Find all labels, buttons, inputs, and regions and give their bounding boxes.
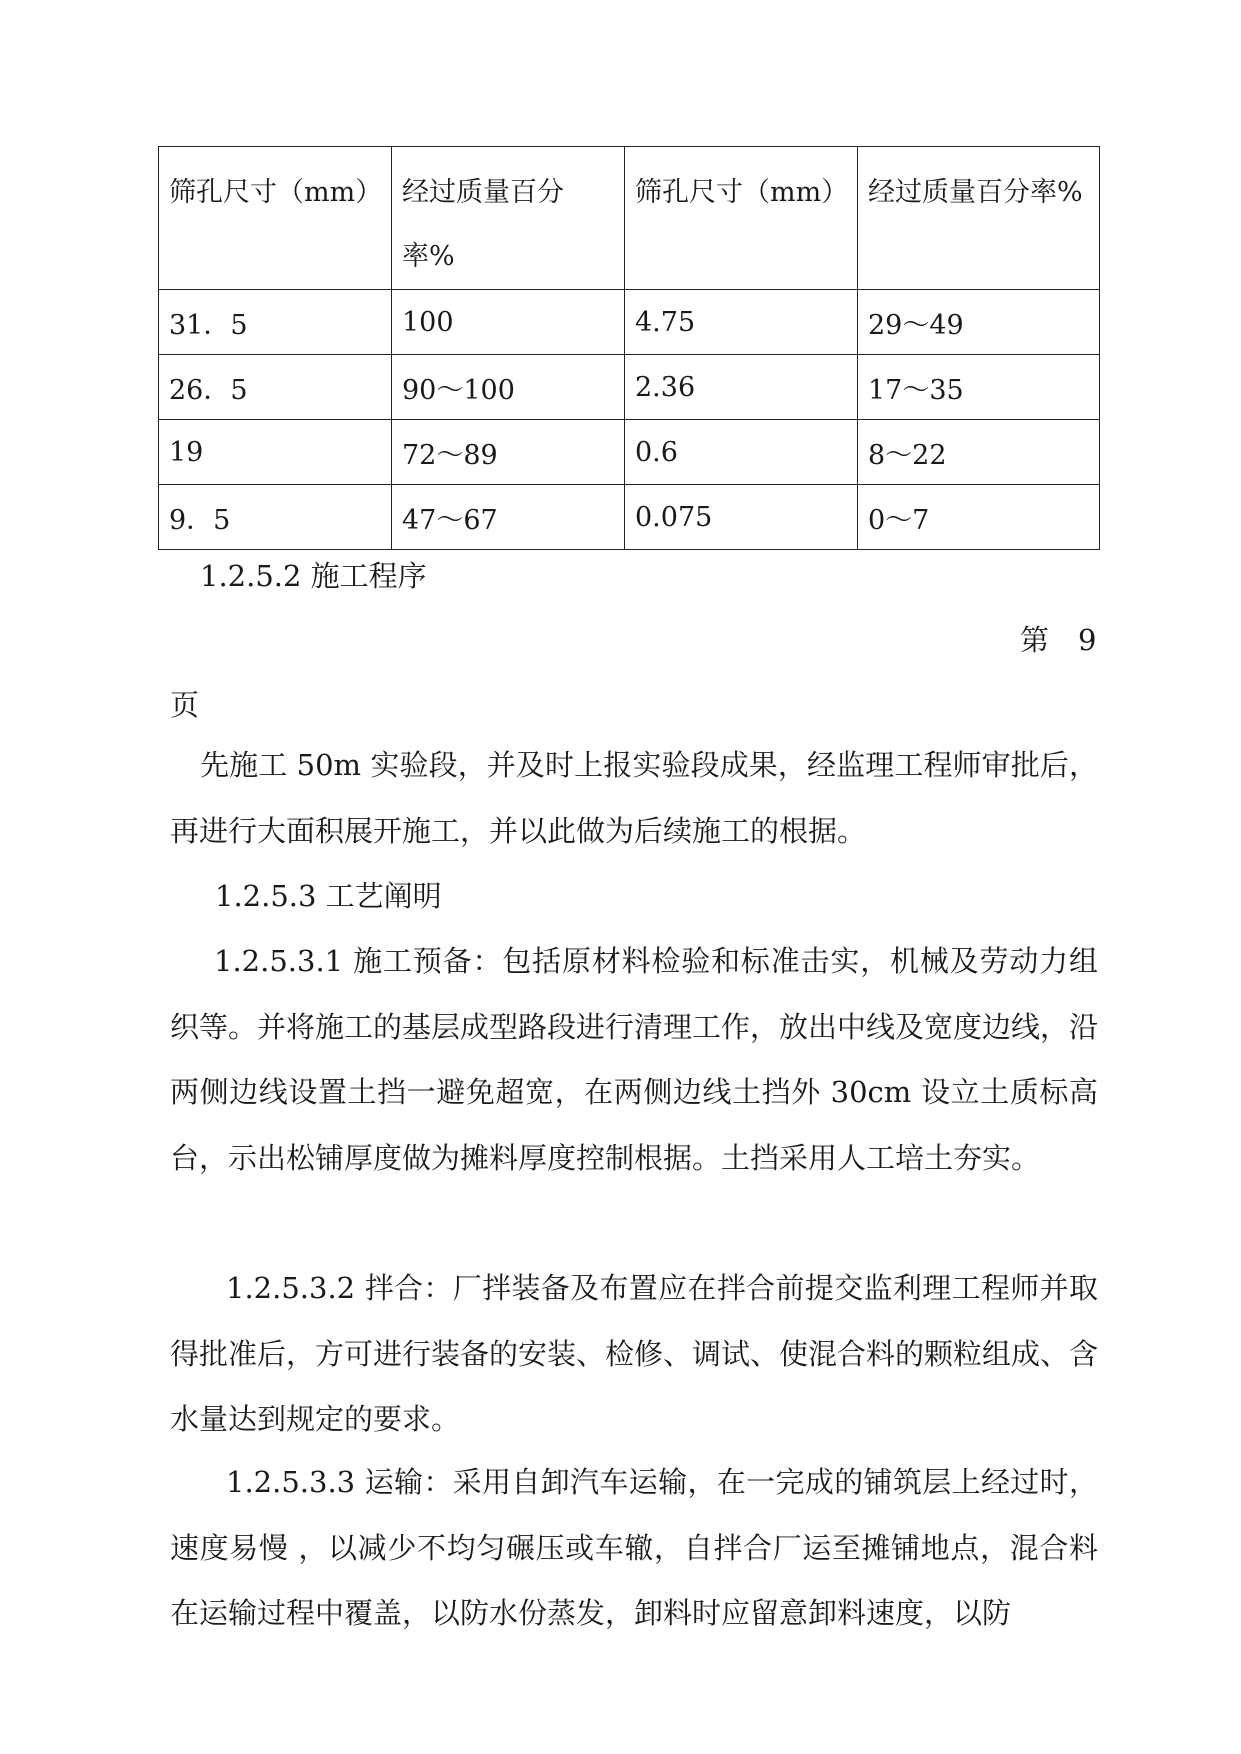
table-cell: 9．5 xyxy=(159,485,392,550)
table-cell: 26．5 xyxy=(159,355,392,420)
page-number-bottom: 页 xyxy=(170,688,200,722)
table-row xyxy=(159,485,1100,550)
table-cell: 4.75 xyxy=(625,290,858,355)
table-row xyxy=(159,420,1100,485)
table-cell: 17～35 xyxy=(858,355,1100,420)
transport-paragraph: 1.2.5.3.3 运输：采用自卸汽车运输，在一完成的铺筑层上经过时，速度易慢 ，以减少不均匀碾压或车辙，自拌合厂运至摊铺地点，混合料在运输过程中覆盖，以防水份蒸发，卸料时应留意卸料速度，以防 xyxy=(170,1465,1098,1630)
page-number-top: 第 9 xyxy=(1020,623,1097,657)
table-cell: 0～7 xyxy=(858,485,1100,550)
mixing-paragraph: 1.2.5.3.2 拌合：厂拌装备及布置应在拌合前提交监利理工程师并取得批准后，方可进行装备的安装、检修、调试、使混合料的颗粒组成、含水量达到规定的要求。 xyxy=(170,1271,1099,1436)
procedure-paragraph: 先施工 50m 实验段，并及时上报实验段成果，经监理工程师审批后，再进行大面积展开施工，并以此做为后续施工的根据。 xyxy=(170,748,1098,848)
table-cell: 0.075 xyxy=(625,485,858,550)
table-row xyxy=(159,355,1100,420)
table-cell: 90～100 xyxy=(392,355,625,420)
table-cell: 8～22 xyxy=(858,420,1100,485)
table-cell: 29～49 xyxy=(858,290,1100,355)
table-row xyxy=(159,290,1100,355)
table-cell: 47～67 xyxy=(392,485,625,550)
table-cell: 72～89 xyxy=(392,420,625,485)
header-passing-percent-1: 经过质量百分率% xyxy=(392,147,625,290)
header-sieve-size-2: 筛孔尺寸（mm） xyxy=(625,147,858,290)
table-cell: 0.6 xyxy=(625,420,858,485)
table-header-row xyxy=(159,147,1100,290)
preparation-paragraph: 1.2.5.3.1 施工预备：包括原材料检验和标准击实，机械及劳动力组织等。并将施工的基层成型路段进行清理工作，放出中线及宽度边线，沿两侧边线设置土挡一避免超宽，在两侧边线土挡外 30cm 设立土质标高台，示出松铺厚度做为摊料厚度控制根据。土挡采用人工培土夯实。 xyxy=(170,944,1099,1175)
header-sieve-size-1: 筛孔尺寸（mm） xyxy=(159,147,392,290)
table-cell: 2.36 xyxy=(625,355,858,420)
header-passing-percent-2: 经过质量百分率% xyxy=(858,147,1100,290)
table-cell: 100 xyxy=(392,290,625,355)
gradation-table xyxy=(158,146,1100,550)
procedure-heading: 1.2.5.2 施工程序 xyxy=(200,559,427,593)
process-heading: 1.2.5.3 工艺阐明 xyxy=(215,879,442,913)
table-cell: 31．5 xyxy=(159,290,392,355)
table-cell: 19 xyxy=(159,420,392,485)
